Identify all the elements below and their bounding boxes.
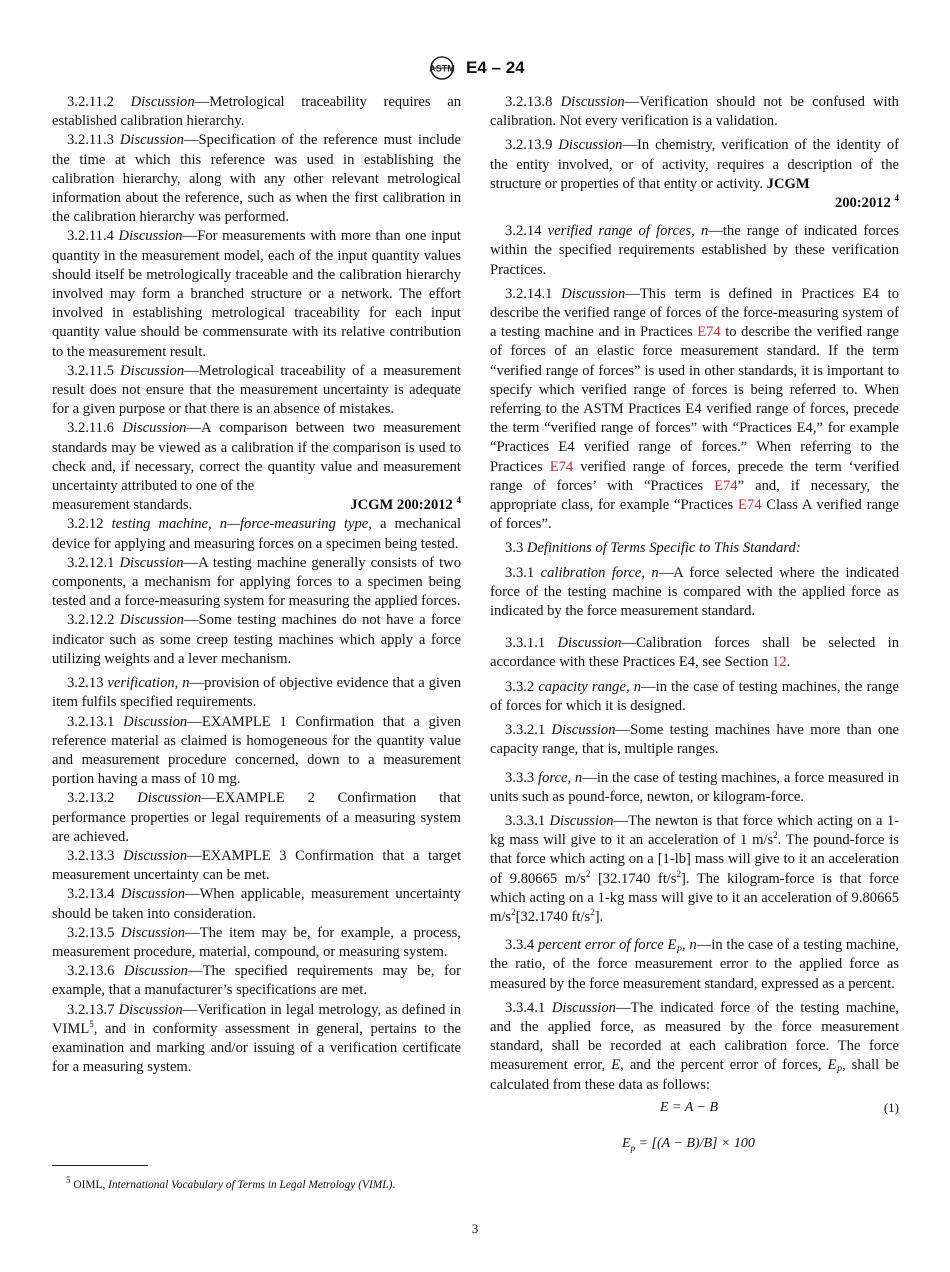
page-header (0, 56, 950, 82)
para-3-2-13-7: 3.2.13.7 Discussion—Verification in legal metrology, as defined in VIML$^5$, and in conformity assessment in general, pertains to the examination and marking and/or issuing of a verification certificate for a measuring system. (52, 1001, 461, 1076)
para-3-2-11-3: 3.2.11.3 Discussion—Specification of the reference must include the time at which this reference was used in establishing the calibration hierarchy, along with any other relevant metrological information about the reference, such as when the first calibration in the calibration hierarchy was performed. (52, 132, 461, 226)
para-3-2-14: 3.2.14 verified range of forces, n—the range of indicated forces within the specified requirements established by these verification Practices. (490, 223, 899, 278)
para-3-3-4-1: 3.3.4.1 Discussion—The indicated force of the testing machine, and the applied force, as measured by the force measurement standard, shall be recorded at each calibration force. The force measurement error, E, and the percent error of forces, $E_P$, shall be calculated from these data as follows: (490, 999, 899, 1093)
para-3-2-11-4: 3.2.11.4 Discussion—For measurements with more than one input quantity in the measurement model, each of the input quantity values should itself be metrologically traceable and the calibration hierarchy involved may form a branched structure or a network. The effort involved in establishing metrological traceability for each input quantity value should be commensurate with its relative contribution to the measurement result. (52, 228, 461, 360)
para-3-3-2: 3.3.2 capacity range, n—in the case of testing machines, the range of forces for which it is designed. (490, 678, 899, 714)
link-e74[interactable]: E74 (738, 497, 762, 514)
para-3-2-13: 3.2.13 verification, n—provision of objective evidence that a given item fulfils specified requirements. (52, 675, 462, 711)
para-3-2-13-2: 3.2.13.2 Discussion—EXAMPLE 2 Confirmation that performance properties or legal requirements of a measuring system are achieved. (52, 790, 461, 845)
para-3-2-11-2: 3.2.11.2 Discussion—Metrological traceability requires an established calibration hierarchy. (52, 94, 461, 130)
para-3-3-3-1: 3.3.3.1 Discussion—The newton is that force which acting on a 1-kg mass will give to it an acceleration of 1 $m/s^2$. The pound-force is that force which acting on a [1-lb] mass will give to it an acceleration of 9.80665 $m/s^2$ [32.1740 $ft/s^2$]. The kilogram-force is that force which acting on a 1-kg mass will give to it an acceleration of 9.80665 $m/s^2[32.1740$ $ft/s^2$]. (490, 812, 899, 925)
link-e74[interactable]: E74 (549, 458, 574, 475)
section-3-3-heading: 3.3 Definitions of Terms Specific to This Standard: (505, 540, 801, 557)
para-3-2-14-1: 3.2.14.1 Discussion—This term is defined in Practices E4 to describe the verified range of forces of the force-measuring system of a testing machine and in Practices E74 to describe the verified range of forces of an elastic force measurement standard. If the term “verified range of forces” is used in other standards, it is important to specify which verified range of forces is being referred to. When referring to the ASTM Practices E4 verified range of forces, precede the term “verified range of forces” with “Practices E4,” for example “Practices E4 verified range of forces.” When referring to the Practices E74 verified range of forces, precede the term ‘verified range of forces’ with “Practices E74” and, if necessary, the appropriate class, for example “Practices E74 Class A verified range of forces”. (490, 285, 900, 533)
para-3-2-11-5: 3.2.11.5 Discussion—Metrological traceability of a measurement result does not ensure that the measurement uncertainty is adequate for a given purpose or that there is an absence of mistakes. (52, 362, 461, 418)
para-3-3-3: 3.3.3 force, n—in the case of testing machines, a force measured in units such as pound-force, newton, or kilogram-force. (490, 769, 899, 805)
para-3-2-13-1: 3.2.13.1 Discussion—EXAMPLE 1 Confirmation that a given reference material as claimed is homogeneous for the quantity value and measurement procedure concerned, down to a measurement portion having a mass of 10 mg. (52, 713, 461, 788)
para-3-2-12-2: 3.2.12.2 Discussion—Some testing machines do not have a force indicator such as some creep testing machines which apply a force utilizing weights and a lever mechanism. (52, 612, 462, 667)
source-line-jcgm-right: 200:2012 $^4$ (834, 193, 899, 212)
para-3-3-1: 3.3.1 calibration force, n—A force selected where the indicated force of the testing machine is compared with the applied force as indicated by the force measurement standard. (490, 564, 899, 620)
page-number: 3 (471, 1221, 479, 1236)
source-line-jcgm: measurement standards. JCGM 200:2012 $^4$ (52, 495, 461, 514)
equation-number: (1) (883, 1099, 899, 1115)
para-3-2-12-1: 3.2.12.1 Discussion—A testing machine generally consists of two components, a mechanism for applying forces to a specimen being tested and a force-measuring system for measuring the applied forces. (52, 554, 461, 610)
para-3-2-13-6: 3.2.13.6 Discussion—The specified requirements may be, for example, that a manufacturer’s specifications are met. (52, 963, 461, 999)
footnote-5: $^5$ OIML, International Vocabulary of Terms in Legal Metrology (VIML). (66, 1175, 396, 1191)
footnote-rule (52, 1165, 148, 1166)
footnote-ref-5[interactable]: 5 (89, 1018, 94, 1029)
para-3-3-4: 3.3.4 percent error of force $E_P$, n—in the case of a testing machine, the ratio, of the force measurement error to the applied force as measured by the force measurement standard, expressed as a percent. (490, 937, 900, 992)
standard-designation: E4 – 24 (466, 58, 525, 77)
para-3-3-2-1: 3.3.2.1 Discussion—Some testing machines have more than one capacity range, that is, multiple ranges. (490, 722, 900, 758)
astm-logo-icon (424, 56, 460, 80)
para-3-3-1-1: 3.3.1.1 Discussion—Calibration forces shall be selected in accordance with these Practices E4, see Section 12. (490, 635, 899, 671)
link-section-12[interactable]: 12 (772, 654, 787, 671)
para-3-2-13-4: 3.2.13.4 Discussion—When applicable, measurement uncertainty should be taken into consideration. (52, 886, 461, 922)
left-column (52, 93, 461, 1077)
para-3-2-13-9: 3.2.13.9 Discussion—In chemistry, verification of the identity of the entity involved, or of activity, requires a description of the structure or properties of that entity or activity. JCGM (490, 137, 899, 192)
link-e74[interactable]: E74 (697, 324, 721, 341)
link-e74[interactable]: E74 (714, 477, 738, 494)
para-3-2-11-6: 3.2.11.6 Discussion—A comparison between two measurement standards may be viewed as a calibration if the comparison is used to check and, if necessary, correct the quantity value and measurement uncertainty attributed to one of the (52, 420, 461, 495)
para-3-2-13-3: 3.2.13.3 Discussion—EXAMPLE 3 Confirmation that a target measurement uncertainty can be met. (52, 847, 461, 884)
equation-1: E = A − B (1) (490, 1097, 899, 1119)
svg-text:ASTM: ASTM (429, 63, 455, 74)
equation-2: $E_p = [(A - B)/B] \times 100$ (622, 1135, 755, 1153)
para-3-2-13-8: 3.2.13.8 Discussion—Verification should not be confused with calibration. Not every verification is a validation. (490, 94, 899, 130)
right-column (490, 93, 899, 1155)
para-3-2-12: 3.2.12 testing machine, n—force-measuring type, a mechanical device for applying and measuring forces on a specimen being tested. (52, 516, 461, 552)
para-3-2-13-5: 3.2.13.5 Discussion—The item may be, for example, a process, measurement procedure, material, compound, or measuring system. (52, 924, 461, 960)
